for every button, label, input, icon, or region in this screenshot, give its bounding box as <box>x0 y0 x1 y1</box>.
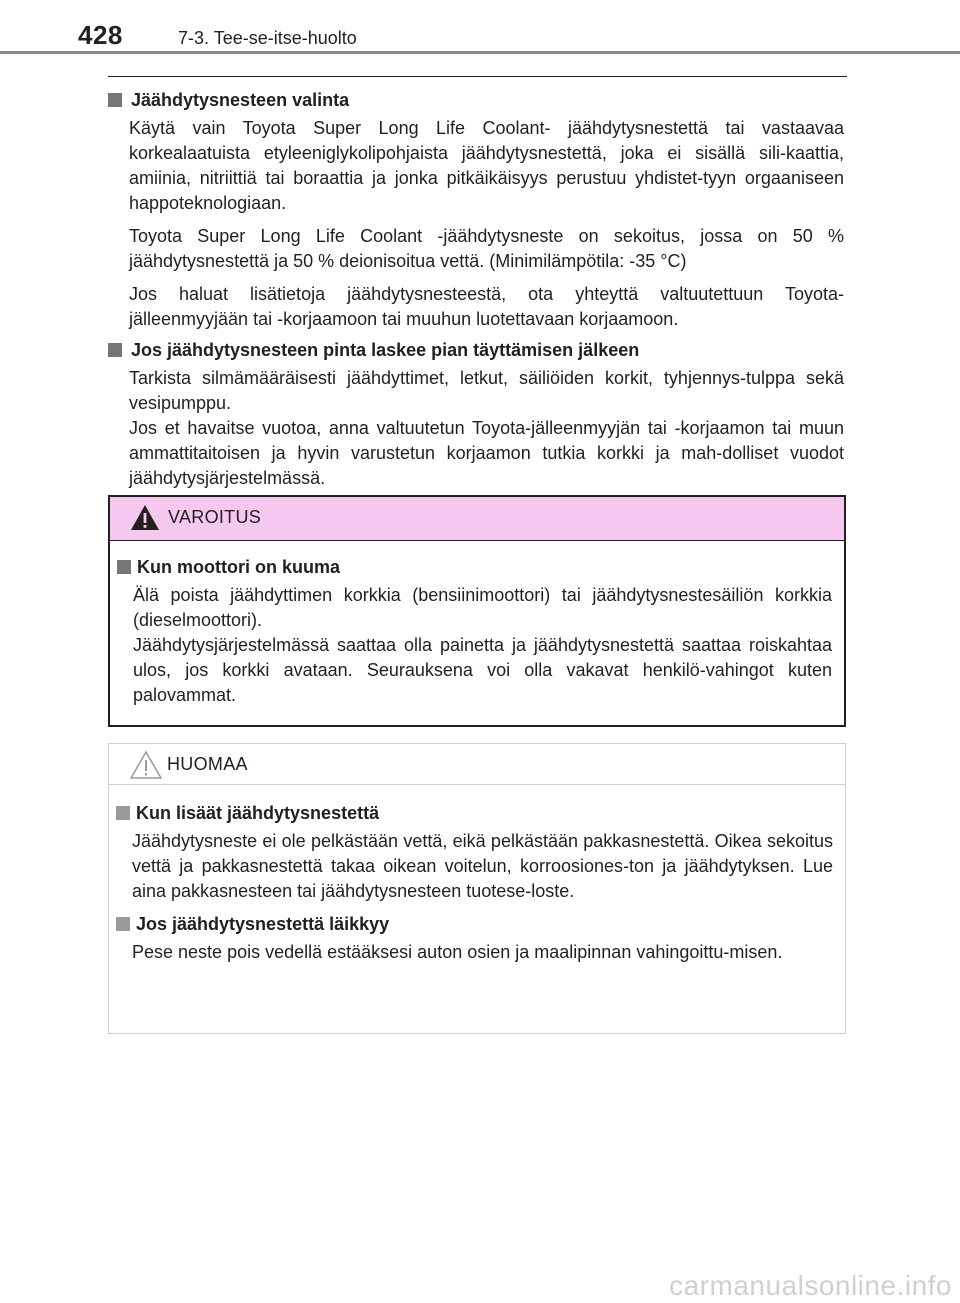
square-bullet-icon <box>116 917 130 931</box>
square-bullet-icon <box>108 343 122 357</box>
notice-box <box>108 743 846 1034</box>
square-bullet-icon <box>108 93 122 107</box>
section-heading: Jos jäähdytysnesteen pinta laskee pian täyttämisen jälkeen <box>108 338 844 363</box>
warning-triangle-icon <box>130 503 160 531</box>
paragraph: Käytä vain Toyota Super Long Life Coolant- jäähdytysnestettä tai vastaavaa korkealaatuista etyleeniglykolipohjaista jäähdytysnestettä, joka ei sisällä sili-kaattia, amiinia, nitriittiä tai boraattia ja jonka pitkäikäisyys perustuu yhdistet-tyyn orgaaniseen happoteknologiaan. <box>129 118 844 213</box>
notice-title: HUOMAA <box>167 754 248 774</box>
paragraph: Älä poista jäähdyttimen korkkia (bensiinimoottori) tai jäähdytysnestesäiliön korkkia (dieselmoottori). <box>133 585 832 630</box>
paragraph: Tarkista silmämääräisesti jäähdyttimet, letkut, säiliöiden korkit, tyhjennys-tulppa sekä vesipumppu. <box>129 368 844 413</box>
notice-title-bar <box>109 744 845 785</box>
paragraph: Jäähdytysjärjestelmässä saattaa olla painetta ja jäähdytysnestettä saattaa roiskahtaa ulos, jos korkki avataan. Seurauksena voi olla vakavat henkilö-vahingot kuten palovammat. <box>133 635 832 705</box>
caution-triangle-icon <box>129 750 163 780</box>
section-coolant-selection <box>108 88 844 332</box>
header-divider <box>0 51 960 54</box>
section-coolant-level-drops <box>108 338 844 491</box>
paragraph: Jos haluat lisätietoja jäähdytysnesteestä, ota yhteyttä valtuutettuun Toyota-jälleenmyyjään tai -korjaamoon tai muuhun luotettavaan korjaamoon. <box>129 284 844 329</box>
page-header <box>0 0 960 54</box>
warning-title-bar <box>110 497 844 541</box>
paragraph: Jos et havaitse vuotoa, anna valtuutetun Toyota-jälleenmyyjän tai -korjaamon tai muun ammattitaitoisen ja hyvin varustetun korjaamon tutkia korkki ja mah-dolliset vuodot jäähdytysjärjestelmässä. <box>129 418 844 488</box>
square-bullet-icon <box>117 560 131 574</box>
warning-heading: Kun moottori on kuuma <box>117 555 832 580</box>
section-title: 7-3. Tee-se-itse-huolto <box>178 28 357 48</box>
page-number: 428 <box>78 20 123 50</box>
paragraph: Jäähdytysneste ei ole pelkästään vettä, eikä pelkästään pakkasnestettä. Oikea sekoitus vettä ja pakkasnestettä takaa oikean voitelun, korroosiones-ton ja jäähdytyksen. Lue aina pakkasnesteen tai jäähdytysnesteen tuotese-loste. <box>132 831 833 901</box>
square-bullet-icon <box>116 806 130 820</box>
warning-box <box>108 495 846 727</box>
section-heading: Jäähdytysnesteen valinta <box>108 88 844 113</box>
main-content <box>108 88 844 491</box>
notice-heading: Kun lisäät jäähdytysnestettä <box>116 801 833 826</box>
content-divider <box>108 76 847 77</box>
warning-title: VAROITUS <box>168 507 262 527</box>
watermark: carmanualsonline.info <box>669 1270 952 1301</box>
notice-heading: Jos jäähdytysnestettä läikkyy <box>116 912 833 937</box>
paragraph: Pese neste pois vedellä estääksesi auton osien ja maalipinnan vahingoittu-misen. <box>132 942 783 962</box>
paragraph: Toyota Super Long Life Coolant -jäähdytysneste on sekoitus, jossa on 50 % jäähdytysnestettä ja 50 % deionisoitua vettä. (Minimilämpötila: -35 °C) <box>129 226 844 271</box>
